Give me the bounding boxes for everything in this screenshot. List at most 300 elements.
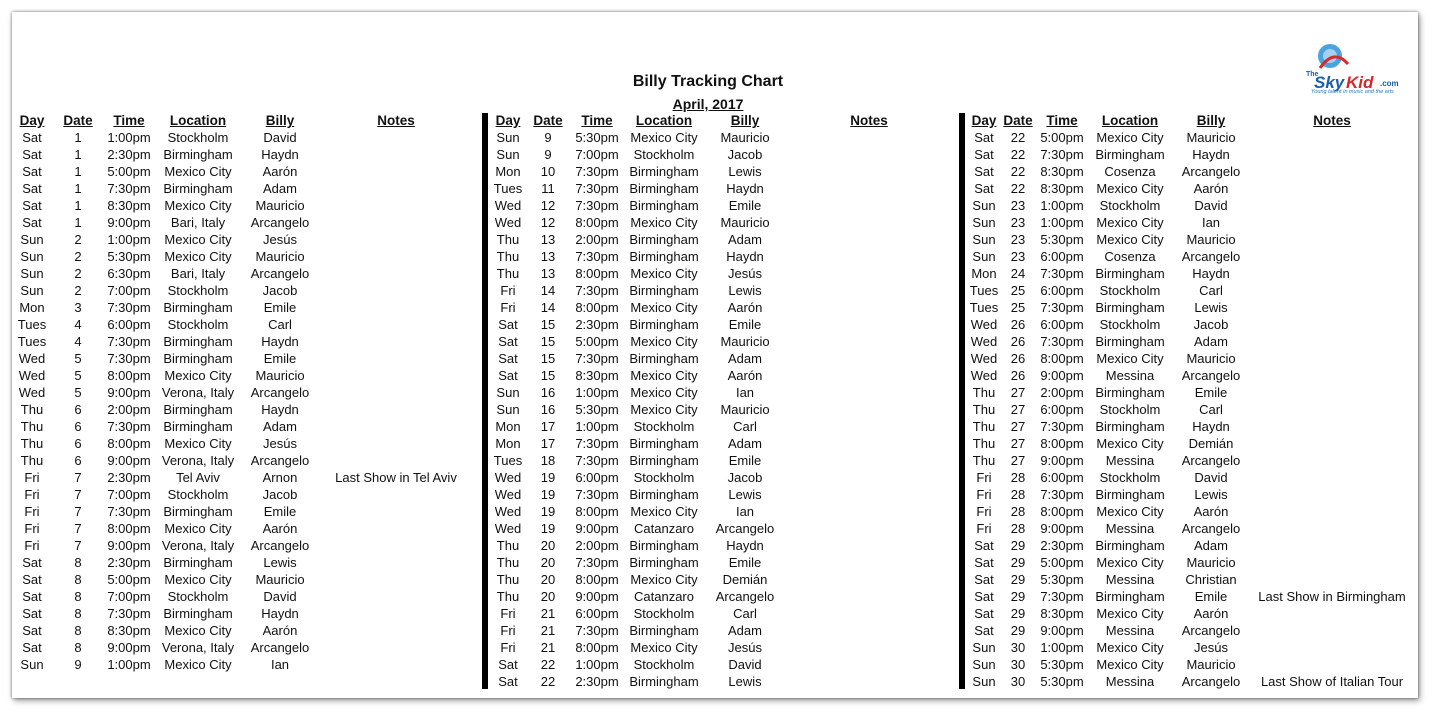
time-cell: 7:30pm	[1040, 147, 1084, 162]
table-row	[14, 197, 476, 214]
location-cell: Birmingham	[629, 555, 699, 570]
table-row	[490, 452, 952, 469]
billy-cell: Adam	[263, 181, 297, 196]
notes-cell	[316, 316, 476, 333]
time-cell: 1:00pm	[107, 657, 151, 672]
day-cell: Wed	[494, 198, 522, 213]
billy-cell: Haydn	[261, 334, 299, 349]
date-cell: 27	[1010, 419, 1026, 434]
billy-cell: Mauricio	[720, 334, 770, 349]
date-cell: 11	[541, 181, 555, 196]
date-cell: 27	[1010, 385, 1026, 400]
date-cell: 19	[540, 521, 556, 536]
date-cell: 2	[74, 266, 82, 281]
date-cell: 8	[74, 589, 82, 604]
table-row	[490, 163, 952, 180]
notes-cell	[786, 146, 952, 163]
notes-cell	[1252, 520, 1412, 537]
location-cell: Stockholm	[633, 470, 695, 485]
time-cell: 9:00pm	[107, 640, 151, 655]
date-cell: 25	[1010, 283, 1026, 298]
day-cell: Fri	[976, 470, 992, 485]
location-cell: Mexico City	[1096, 130, 1164, 145]
day-cell: Thu	[20, 402, 44, 417]
day-cell: Thu	[496, 589, 520, 604]
notes-cell	[1252, 571, 1412, 588]
date-cell: 29	[1010, 606, 1026, 621]
time-cell: 8:00pm	[1040, 351, 1084, 366]
billy-cell: Arcangelo	[1181, 674, 1241, 689]
location-cell: Mexico City	[1096, 181, 1164, 196]
day-cell: Wed	[18, 385, 46, 400]
date-cell: 2	[74, 249, 82, 264]
date-cell: 1	[74, 147, 82, 162]
billy-cell: Jacob	[727, 147, 763, 162]
location-cell: Stockholm	[167, 487, 229, 502]
billy-cell: Adam	[728, 436, 762, 451]
table-row	[966, 231, 1412, 248]
notes-cell	[786, 656, 952, 673]
date-cell: 29	[1010, 555, 1026, 570]
table-row	[966, 129, 1412, 146]
location-cell: Birmingham	[163, 504, 233, 519]
location-cell: Birmingham	[629, 674, 699, 689]
day-cell: Mon	[971, 266, 997, 281]
table-row	[490, 367, 952, 384]
day-cell: Thu	[972, 436, 996, 451]
location-cell: Mexico City	[1096, 232, 1164, 247]
location-cell: Stockholm	[1099, 317, 1161, 332]
date-cell: 13	[540, 232, 556, 247]
location-cell: Mexico City	[630, 334, 698, 349]
date-cell: 20	[540, 572, 556, 587]
notes-cell	[786, 520, 952, 537]
table-row	[490, 197, 952, 214]
notes-cell	[1252, 622, 1412, 639]
table-row	[14, 231, 476, 248]
date-cell: 7	[74, 504, 82, 519]
day-cell: Mon	[19, 300, 45, 315]
table-row	[966, 180, 1412, 197]
date-cell: 9	[544, 147, 552, 162]
notes-cell	[316, 333, 476, 350]
time-cell: 7:30pm	[575, 623, 619, 638]
date-cell: 26	[1010, 351, 1026, 366]
time-cell: 1:00pm	[1040, 198, 1084, 213]
billy-cell: Mauricio	[1186, 351, 1236, 366]
billy-cell: Lewis	[263, 555, 297, 570]
time-cell: 9:00pm	[1040, 521, 1084, 536]
billy-cell: Adam	[263, 419, 297, 434]
billy-cell: Carl	[733, 419, 757, 434]
time-cell: 6:00pm	[575, 606, 619, 621]
billy-cell: Haydn	[726, 538, 764, 553]
location-cell: Cosenza	[1104, 164, 1156, 179]
billy-cell: Mauricio	[1186, 232, 1236, 247]
date-cell: 7	[74, 487, 82, 502]
location-cell: Birmingham	[1095, 589, 1165, 604]
billy-cell: Haydn	[261, 402, 299, 417]
date-cell: 26	[1010, 334, 1026, 349]
time-cell: 5:00pm	[575, 334, 619, 349]
time-cell: 8:00pm	[575, 640, 619, 655]
table-row	[14, 333, 476, 350]
notes-cell	[1252, 265, 1412, 282]
day-cell: Sun	[496, 147, 520, 162]
table-row	[490, 656, 952, 673]
date-cell: 27	[1010, 453, 1026, 468]
notes-cell	[786, 180, 952, 197]
date-cell: 9	[74, 657, 82, 672]
time-cell: 1:00pm	[1040, 215, 1084, 230]
location-cell: Stockholm	[633, 657, 695, 672]
time-header: Time	[581, 113, 613, 128]
table-row	[14, 520, 476, 537]
time-cell: 7:30pm	[575, 351, 619, 366]
time-cell: 7:00pm	[107, 589, 151, 604]
billy-cell: Christian	[1185, 572, 1237, 587]
notes-cell	[1252, 333, 1412, 350]
notes-cell	[316, 180, 476, 197]
location-cell: Mexico City	[630, 640, 698, 655]
table-row	[14, 367, 476, 384]
table-row	[14, 503, 476, 520]
notes-cell	[1252, 537, 1412, 554]
notes-cell	[786, 248, 952, 265]
location-cell: Mexico City	[630, 385, 698, 400]
day-cell: Sat	[22, 640, 42, 655]
time-cell: 5:00pm	[107, 164, 151, 179]
billy-cell: Mauricio	[720, 130, 770, 145]
table-row	[966, 673, 1412, 690]
table-row	[490, 673, 952, 690]
column-divider	[482, 113, 488, 689]
table-row	[14, 588, 476, 605]
location-cell: Birmingham	[163, 555, 233, 570]
table-row	[14, 571, 476, 588]
time-cell: 2:30pm	[107, 555, 151, 570]
table-row	[966, 197, 1412, 214]
date-cell: 30	[1010, 640, 1026, 655]
billy-cell: Arcangelo	[250, 266, 310, 281]
day-cell: Sat	[974, 623, 994, 638]
date-cell: 13	[540, 249, 556, 264]
table-row	[14, 452, 476, 469]
notes-cell	[316, 622, 476, 639]
day-cell: Sat	[498, 317, 518, 332]
time-cell: 9:00pm	[107, 215, 151, 230]
billy-cell: Arcangelo	[250, 215, 310, 230]
day-cell: Sat	[22, 606, 42, 621]
date-cell: 22	[1010, 181, 1026, 196]
date-cell: 8	[74, 555, 82, 570]
date-cell: 16	[540, 402, 556, 417]
billy-cell: Lewis	[728, 283, 762, 298]
date-cell: 20	[540, 538, 556, 553]
location-cell: Mexico City	[164, 623, 232, 638]
table-row	[490, 605, 952, 622]
day-cell: Sat	[22, 181, 42, 196]
time-cell: 7:30pm	[107, 504, 151, 519]
date-cell: 1	[74, 215, 82, 230]
billy-cell: Haydn	[261, 606, 299, 621]
notes-cell	[316, 265, 476, 282]
time-cell: 7:00pm	[575, 147, 619, 162]
billy-cell: Arcangelo	[250, 453, 310, 468]
notes-cell	[316, 639, 476, 656]
table-row	[966, 639, 1412, 656]
date-cell: 29	[1010, 572, 1026, 587]
schedule-column-3	[966, 113, 1412, 690]
notes-cell	[786, 435, 952, 452]
location-cell: Mexico City	[1096, 555, 1164, 570]
location-cell: Stockholm	[167, 130, 229, 145]
date-cell: 8	[74, 606, 82, 621]
day-cell: Sat	[498, 368, 518, 383]
table-row	[966, 316, 1412, 333]
notes-cell	[316, 248, 476, 265]
date-cell: 21	[540, 623, 556, 638]
time-cell: 8:30pm	[575, 368, 619, 383]
date-cell: 1	[74, 164, 82, 179]
notes-cell	[1252, 282, 1412, 299]
date-cell: 28	[1010, 521, 1026, 536]
date-cell: 30	[1010, 657, 1026, 672]
time-cell: 8:00pm	[107, 368, 151, 383]
notes-cell	[786, 350, 952, 367]
billy-cell: Lewis	[1194, 300, 1228, 315]
location-cell: Birmingham	[629, 232, 699, 247]
notes-cell	[316, 129, 476, 146]
table-row	[14, 605, 476, 622]
notes-cell	[316, 520, 476, 537]
billy-cell: Emile	[263, 300, 297, 315]
time-cell: 2:30pm	[575, 317, 619, 332]
billy-cell: Arcangelo	[1181, 164, 1241, 179]
day-cell: Tues	[17, 317, 47, 332]
billy-cell: Demián	[1188, 436, 1234, 451]
location-cell: Birmingham	[629, 164, 699, 179]
time-cell: 8:30pm	[107, 623, 151, 638]
table-row	[14, 469, 476, 486]
time-cell: 1:00pm	[575, 419, 619, 434]
time-cell: 7:30pm	[575, 283, 619, 298]
notes-cell	[316, 214, 476, 231]
billy-cell: Adam	[728, 351, 762, 366]
billy-cell: Adam	[1194, 538, 1228, 553]
time-cell: 2:00pm	[575, 538, 619, 553]
time-cell: 5:30pm	[1040, 657, 1084, 672]
location-cell: Mexico City	[1096, 640, 1164, 655]
location-cell: Mexico City	[1096, 436, 1164, 451]
table-row	[490, 622, 952, 639]
day-cell: Wed	[494, 487, 522, 502]
notes-cell	[786, 163, 952, 180]
location-cell: Mexico City	[1096, 351, 1164, 366]
location-cell: Mexico City	[630, 572, 698, 587]
date-header: Date	[533, 113, 563, 128]
day-cell: Thu	[20, 453, 44, 468]
location-cell: Mexico City	[1096, 606, 1164, 621]
billy-cell: Emile	[728, 453, 762, 468]
notes-cell	[786, 299, 952, 316]
table-row	[966, 469, 1412, 486]
table-row	[490, 282, 952, 299]
day-cell: Thu	[496, 555, 520, 570]
table-row	[14, 248, 476, 265]
notes-cell	[786, 622, 952, 639]
day-cell: Thu	[496, 249, 520, 264]
date-cell: 22	[540, 657, 556, 672]
location-cell: Mexico City	[630, 215, 698, 230]
location-cell: Mexico City	[630, 368, 698, 383]
time-cell: 8:00pm	[575, 215, 619, 230]
location-cell: Catanzaro	[634, 521, 694, 536]
billy-cell: Mauricio	[720, 215, 770, 230]
day-cell: Sat	[974, 164, 994, 179]
location-cell: Messina	[1105, 521, 1155, 536]
location-cell: Stockholm	[633, 606, 695, 621]
table-row	[966, 367, 1412, 384]
date-cell: 21	[540, 640, 556, 655]
location-cell: Birmingham	[629, 249, 699, 264]
date-cell: 26	[1010, 317, 1026, 332]
day-cell: Wed	[970, 351, 998, 366]
day-cell: Sat	[498, 674, 518, 689]
day-cell: Fri	[24, 538, 40, 553]
billy-cell: Mauricio	[1186, 657, 1236, 672]
notes-cell	[1252, 486, 1412, 503]
location-header: Location	[635, 113, 693, 128]
day-cell: Sun	[496, 402, 520, 417]
time-cell: 2:30pm	[107, 147, 151, 162]
notes-cell	[786, 231, 952, 248]
location-cell: Stockholm	[633, 419, 695, 434]
table-row	[14, 282, 476, 299]
time-cell: 7:30pm	[1040, 334, 1084, 349]
location-cell: Mexico City	[164, 198, 232, 213]
billy-cell: Jesús	[263, 232, 297, 247]
time-cell: 8:00pm	[107, 521, 151, 536]
page-subtitle: April, 2017	[672, 96, 744, 112]
time-cell: 6:00pm	[107, 317, 151, 332]
day-cell: Thu	[496, 266, 520, 281]
date-cell: 5	[74, 351, 82, 366]
location-cell: Birmingham	[629, 317, 699, 332]
notes-cell	[786, 452, 952, 469]
date-cell: 4	[74, 334, 82, 349]
billy-cell: Aarón	[262, 164, 298, 179]
billy-cell: David	[263, 589, 297, 604]
table-row	[14, 639, 476, 656]
location-cell: Messina	[1105, 368, 1155, 383]
date-cell: 1	[74, 181, 82, 196]
notes-cell	[1252, 605, 1412, 622]
date-cell: 17	[540, 436, 556, 451]
location-cell: Stockholm	[633, 147, 695, 162]
billy-cell: Arcangelo	[250, 385, 310, 400]
time-cell: 7:30pm	[575, 487, 619, 502]
table-row	[966, 214, 1412, 231]
day-cell: Sun	[20, 266, 44, 281]
billy-header: Billy	[265, 113, 295, 128]
day-cell: Wed	[970, 334, 998, 349]
logo-tagline: Young talent in music and the arts	[1311, 89, 1394, 95]
notes-cell	[786, 537, 952, 554]
date-cell: 15	[540, 351, 556, 366]
time-cell: 7:30pm	[107, 181, 151, 196]
notes-cell	[786, 129, 952, 146]
billy-cell: Jesús	[1194, 640, 1228, 655]
time-cell: 9:00pm	[1040, 453, 1084, 468]
table-row	[14, 622, 476, 639]
notes-cell	[316, 418, 476, 435]
day-cell: Sat	[974, 555, 994, 570]
day-cell: Fri	[500, 283, 516, 298]
notes-cell	[786, 197, 952, 214]
day-cell: Fri	[24, 504, 40, 519]
billy-cell: Arcangelo	[1181, 623, 1241, 638]
location-cell: Birmingham	[1095, 266, 1165, 281]
time-cell: 7:30pm	[1040, 487, 1084, 502]
location-cell: Mexico City	[164, 572, 232, 587]
day-cell: Fri	[24, 487, 40, 502]
time-cell: 5:30pm	[575, 402, 619, 417]
notes-cell	[316, 486, 476, 503]
time-cell: 9:00pm	[107, 385, 151, 400]
notes-cell	[786, 639, 952, 656]
date-cell: 26	[1010, 368, 1026, 383]
table-row	[966, 163, 1412, 180]
day-cell: Sat	[974, 572, 994, 587]
date-cell: 1	[74, 198, 82, 213]
billy-cell: Emile	[728, 317, 762, 332]
date-header: Date	[1003, 113, 1033, 128]
table-row	[966, 333, 1412, 350]
table-row	[966, 265, 1412, 282]
notes-cell	[1252, 248, 1412, 265]
day-cell: Fri	[976, 487, 992, 502]
day-cell: Thu	[972, 453, 996, 468]
time-cell: 6:00pm	[575, 470, 619, 485]
date-cell: 22	[1010, 130, 1026, 145]
table-row	[490, 486, 952, 503]
table-row	[14, 146, 476, 163]
time-cell: 6:00pm	[1040, 249, 1084, 264]
location-cell: Tel Aviv	[176, 470, 220, 485]
date-cell: 16	[540, 385, 556, 400]
billy-cell: Arcangelo	[715, 521, 775, 536]
date-cell: 23	[1010, 198, 1026, 213]
date-cell: 5	[74, 368, 82, 383]
time-cell: 1:00pm	[107, 130, 151, 145]
billy-cell: Emile	[263, 351, 297, 366]
table-row	[966, 401, 1412, 418]
day-cell: Sat	[974, 147, 994, 162]
notes-cell	[316, 503, 476, 520]
notes-cell	[316, 588, 476, 605]
table-row	[490, 384, 952, 401]
location-cell: Mexico City	[164, 164, 232, 179]
location-cell: Messina	[1105, 623, 1155, 638]
location-cell: Birmingham	[629, 453, 699, 468]
time-cell: 1:00pm	[575, 657, 619, 672]
day-cell: Sun	[972, 674, 996, 689]
time-cell: 7:30pm	[575, 453, 619, 468]
table-row	[966, 146, 1412, 163]
notes-header: Notes	[377, 113, 415, 128]
location-cell: Birmingham	[163, 419, 233, 434]
